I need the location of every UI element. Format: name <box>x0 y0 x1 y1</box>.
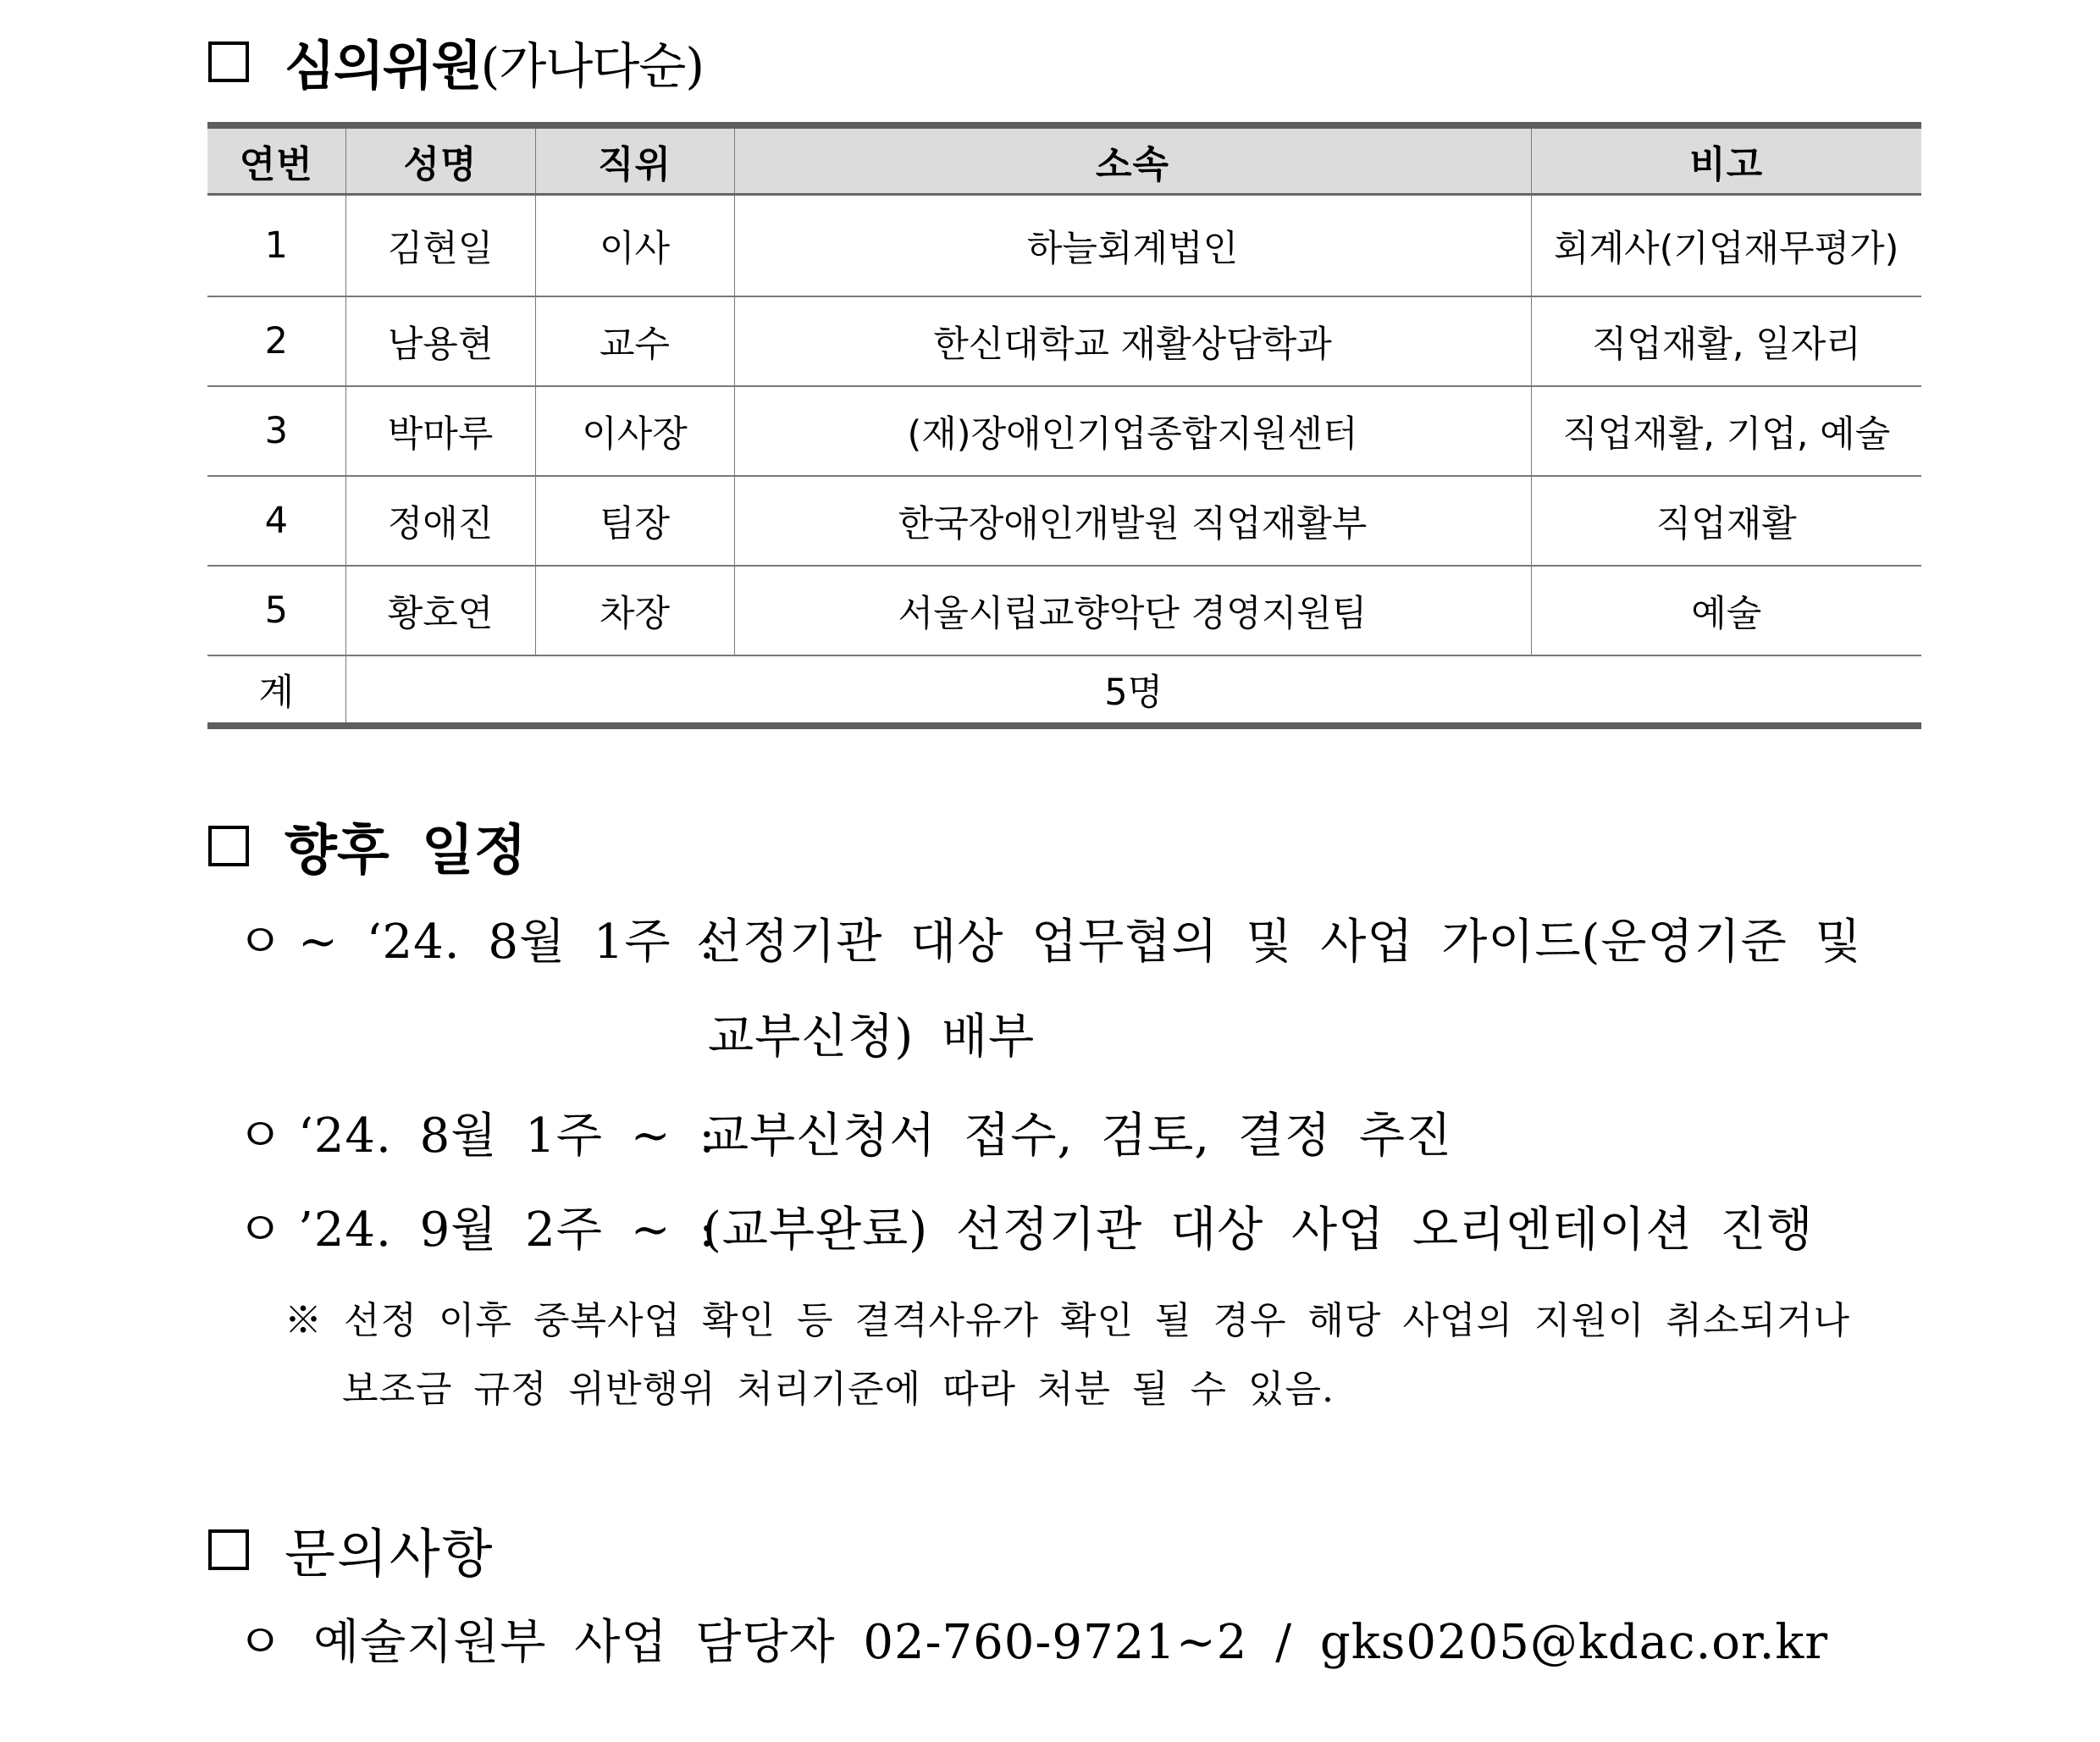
table-header-row <box>207 125 1921 195</box>
cell-affiliation: 한국장애인개발원 직업재활부 <box>734 476 1531 566</box>
square-bullet-icon <box>208 41 249 82</box>
cell-no: 2 <box>207 296 345 386</box>
square-bullet-icon <box>208 826 249 866</box>
schedule-text: (교부완료) 선정기관 대상 사업 오리엔테이션 진행 <box>703 1203 1814 1258</box>
cell-no: 3 <box>207 386 345 476</box>
cell-no: 5 <box>207 566 345 655</box>
cell-affiliation: (재)장애인기업종합지원센터 <box>734 386 1531 476</box>
cell-name: 정애진 <box>345 476 535 566</box>
circle-bullet-icon: ㅇ <box>237 1615 285 1670</box>
cell-note: 직업재활 <box>1531 476 1921 566</box>
contact-text: 예술지원부 사업 담당자 02-760-9721~2 / gks0205@kdac.or.kr <box>313 1615 1829 1670</box>
circle-bullet-icon: ㅇ <box>237 1203 285 1258</box>
total-label: 계 <box>207 655 345 726</box>
committee-subtitle: (가나다순) <box>480 36 704 95</box>
cell-position: 이사 <box>535 195 734 297</box>
inquiry-contact <box>237 1605 1828 1673</box>
cell-affiliation: 한신대학교 재활상담학과 <box>734 296 1531 386</box>
cell-name: 황호연 <box>345 566 535 655</box>
cell-name: 김현일 <box>345 195 535 297</box>
cell-note: 예술 <box>1531 566 1921 655</box>
table-total-row <box>207 655 1921 726</box>
cell-note: 회계사(기업재무평가) <box>1531 195 1921 297</box>
inquiry-heading <box>208 1512 495 1587</box>
cell-note: 직업재활, 기업, 예술 <box>1531 386 1921 476</box>
total-value: 5명 <box>345 655 1921 726</box>
header-affiliation: 소속 <box>734 125 1531 195</box>
cell-name: 남용현 <box>345 296 535 386</box>
schedule-item-2 <box>237 1098 1452 1166</box>
schedule-text: 교부신청서 접수, 검토, 결정 추진 <box>703 1109 1453 1164</box>
circle-bullet-icon: ㅇ <box>237 1109 285 1164</box>
committee-title: 심의위원 <box>285 35 481 97</box>
schedule-item-1-continuation: 교부신청) 배부 <box>708 1009 1036 1065</box>
cell-note: 직업재활, 일자리 <box>1531 296 1921 386</box>
table-row <box>207 195 1921 297</box>
reference-mark-icon: ※ <box>285 1299 323 1342</box>
schedule-period: ‘24. 8월 1주 ~ : <box>298 1109 716 1164</box>
committee-table <box>207 122 1921 729</box>
cell-affiliation: 서울시립교향악단 경영지원팀 <box>734 566 1531 655</box>
schedule-item-1 <box>237 904 1862 972</box>
inquiry-title: 문의사항 <box>285 1523 495 1584</box>
cell-no: 1 <box>207 195 345 297</box>
cell-position: 이사장 <box>535 386 734 476</box>
schedule-item-3 <box>237 1192 1814 1260</box>
table-row <box>207 566 1921 655</box>
committee-heading <box>208 24 704 99</box>
cell-affiliation: 하늘회계법인 <box>734 195 1531 297</box>
header-note: 비고 <box>1531 125 1921 195</box>
cell-position: 교수 <box>535 296 734 386</box>
square-bullet-icon <box>208 1529 249 1570</box>
schedule-period: ’24. 9월 2주 ~ : <box>298 1203 716 1258</box>
header-position: 직위 <box>535 125 734 195</box>
schedule-note-line-2: 보조금 규정 위반행위 처리기준에 따라 처분 될 수 있음. <box>342 1368 1335 1411</box>
header-no: 연번 <box>207 125 345 195</box>
schedule-text: 선정기관 대상 업무협의 및 사업 가이드(운영기준 및 <box>696 915 1862 970</box>
cell-name: 박마루 <box>345 386 535 476</box>
schedule-title: 향후 일정 <box>285 820 527 882</box>
cell-position: 팀장 <box>535 476 734 566</box>
table-row <box>207 296 1921 386</box>
header-name: 성명 <box>345 125 535 195</box>
schedule-heading <box>208 807 527 885</box>
cell-no: 4 <box>207 476 345 566</box>
note-text: 선정 이후 중복사업 확인 등 결격사유가 확인 될 경우 해당 사업의 지원이 취소되거나 <box>344 1299 1850 1342</box>
table-row <box>207 476 1921 566</box>
schedule-note-line-1 <box>285 1290 1850 1344</box>
schedule-period: ~ ‘24. 8월 1주 : <box>298 915 716 970</box>
cell-position: 차장 <box>535 566 734 655</box>
circle-bullet-icon: ㅇ <box>237 915 285 970</box>
table-row <box>207 386 1921 476</box>
